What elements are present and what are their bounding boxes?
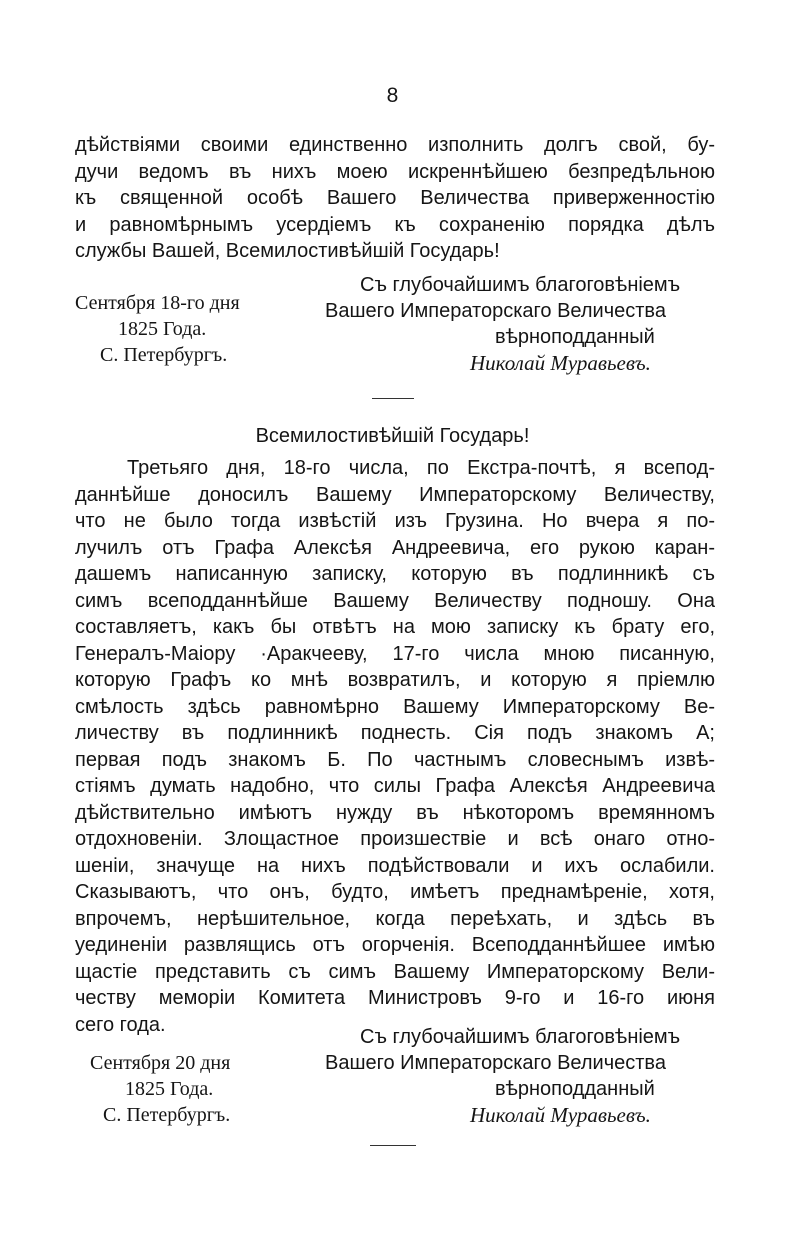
text-line: шеніи, значуще на нихъ подѣйствовали и ихъ ослабили. xyxy=(75,854,715,877)
date-line: 1825 Года. xyxy=(125,1078,214,1100)
divider xyxy=(372,398,414,399)
text-line: личеству въ подлинникѣ поднесть. Сія подъ знакомъ А; xyxy=(75,722,715,744)
text-line: первая подъ знакомъ Б. По частнымъ словеснымъ извѣ- xyxy=(75,748,715,771)
closing-line: Съ глубочайшимъ благоговѣніемъ xyxy=(360,274,681,296)
text-line: дѣйствительно имѣютъ нужду въ нѣкоторомъ времянномъ xyxy=(75,801,715,824)
text-line: службы Вашей, Всемилостивѣйшій Государь! xyxy=(75,240,500,262)
text-line: Третьяго дня, 18-го числа, по Екстра-почтѣ, я всепод- xyxy=(127,457,715,479)
place-line: С. Петербургъ. xyxy=(100,344,228,366)
text-line: впрочемъ, нерѣшительное, когда переѣхать, и здѣсь въ xyxy=(75,907,715,930)
text-line: щастіе представить съ симъ Вашему Императорскому Вели- xyxy=(75,960,715,983)
text-line: дашемъ написанную записку, которую въ подлинникѣ съ xyxy=(75,563,715,585)
paragraph-2 xyxy=(75,455,715,1038)
text-line: къ священной особѣ Вашего Величества приверженностію xyxy=(75,187,715,209)
signature: Николай Муравьевъ. xyxy=(470,351,651,375)
date-line: 1825 Года. xyxy=(118,318,207,340)
text-line: даннѣйше доносилъ Вашему Императорскому Величеству, xyxy=(75,483,715,506)
closing-line: Съ глубочайшимъ благоговѣніемъ xyxy=(360,1026,681,1048)
text-line: дучи ведомъ въ нихъ моею искреннѣйшею безпредѣльною xyxy=(75,160,715,183)
text-line: составляетъ, какъ бы отвѣтъ на мою записку къ брату его, xyxy=(75,616,715,638)
date-line: Сентября 20 дня xyxy=(90,1052,231,1074)
closing-line: Вашего Императорскаго Величества xyxy=(325,1052,666,1074)
paragraph-1 xyxy=(75,132,715,265)
divider xyxy=(370,1145,416,1146)
salutation: Всемилостивѣйшій Государь! xyxy=(255,425,530,447)
closing-line: Вашего Императорскаго Величества xyxy=(325,300,666,322)
signature: Николай Муравьевъ. xyxy=(470,1103,651,1127)
text-line: симъ всеподданнѣйше Вашему Величеству подношу. Она xyxy=(75,589,715,612)
text-line: сего года. xyxy=(75,1013,166,1036)
text-line: что не было тогда извѣстій изъ Грузина. Но вчера я по- xyxy=(75,510,715,532)
text-line: и равномѣрнымъ усердіемъ къ сохраненію порядка дѣлъ xyxy=(75,213,715,236)
text-line: смѣлость здѣсь равномѣрно Вашему Императорскому Ве- xyxy=(75,695,715,718)
text-line: стіямъ думать надобно, что силы Графа Алексѣя Андреевича xyxy=(75,775,715,797)
text-line: дѣйствіями своими единственно изполнить долгъ свой, бу- xyxy=(75,134,715,156)
text-line: которую Графъ ко мнѣ возвратилъ, и которую я пріемлю xyxy=(75,669,715,691)
text-line: Генералъ-Маіору ·Аракчееву, 17-го числа мною писанную, xyxy=(75,642,715,665)
text-line: Сказываютъ, что онъ, будто, имѣетъ преднамѣреніе, хотя, xyxy=(75,881,715,903)
text-line: отдохновеніи. Злощастное произшествіе и всѣ онаго отно- xyxy=(75,828,715,850)
text-line: лучилъ отъ Графа Алексѣя Андреевича, его рукою каран- xyxy=(75,536,715,559)
closing-line: вѣрноподданный xyxy=(495,326,655,348)
place-line: С. Петербургъ. xyxy=(103,1104,231,1126)
date-line: Сентября 18-го дня xyxy=(75,292,240,314)
closing-line: вѣрноподданный xyxy=(495,1078,655,1100)
text-line: честву меморіи Комитета Министровъ 9-го и 16-го июня xyxy=(75,987,715,1009)
text-line: уединеніи развлящись отъ огорченія. Всеподданнѣйшее имѣю xyxy=(75,934,715,956)
page-number: 8 xyxy=(386,84,399,107)
